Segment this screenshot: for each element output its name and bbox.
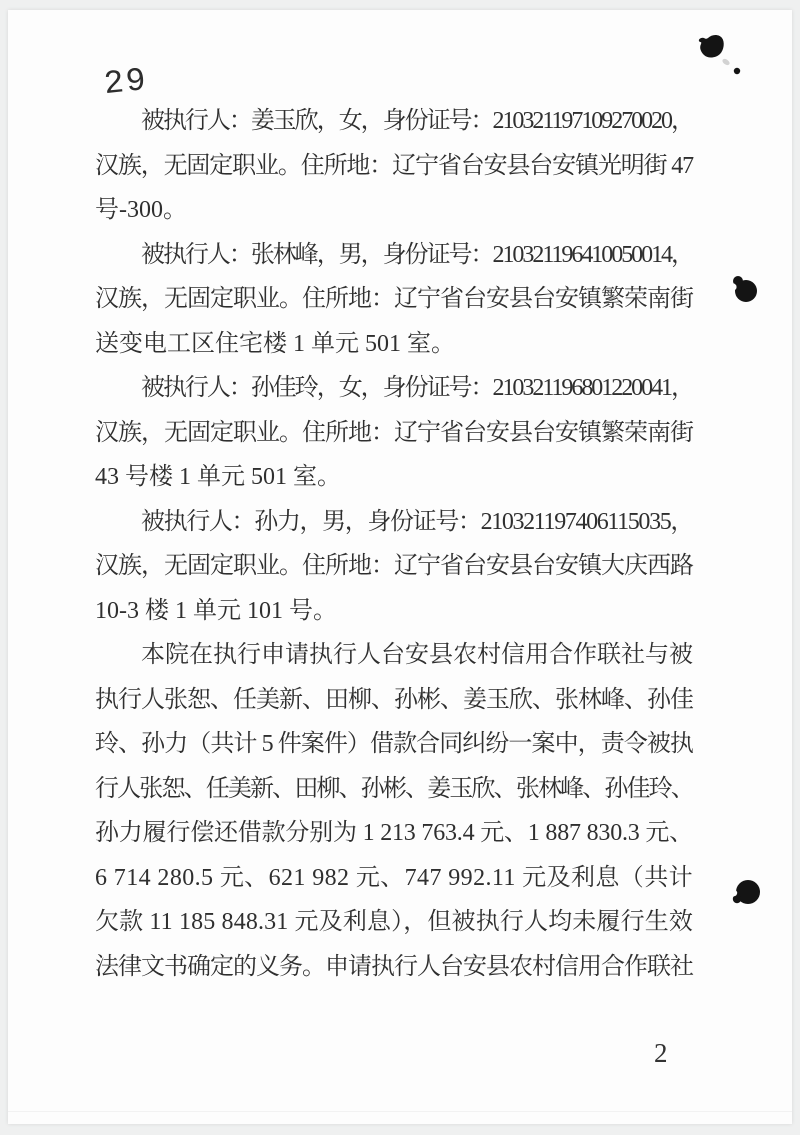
text-line — [95, 900, 693, 945]
text-line — [95, 99, 693, 144]
text-line-content: 43 号楼 1 单元 501 室。 — [95, 464, 341, 490]
text-line-content: 汉族，无固定职业。住所地：辽宁省台安县台安镇繁荣南街 — [95, 286, 693, 312]
text-line-content: 玲、孙力（共计 5 件案件）借款合同纠纷一案中，责令被执 — [95, 731, 693, 757]
text-line-content: 孙力履行偿还借款分别为 1 213 763.4 元、1 887 830.3 元、 — [95, 820, 693, 846]
text-line — [95, 544, 693, 589]
text-line — [95, 945, 693, 990]
text-line — [95, 500, 693, 545]
text-line — [95, 277, 693, 322]
text-line — [95, 811, 693, 856]
text-line — [95, 411, 693, 456]
text-line — [95, 722, 693, 767]
text-line — [95, 678, 693, 723]
document-page — [8, 10, 792, 1124]
text-line-content: 行人张恕、任美新、田柳、孙彬、姜玉欣、张林峰、孙佳玲、 — [95, 775, 693, 802]
text-line-content: 6 714 280.5 元、621 982 元、747 992.11 元及利息（共计 — [95, 864, 693, 891]
text-line-content: 被执行人：姜玉欣，女，身份证号：210321197109270020， — [141, 108, 693, 134]
text-line — [95, 589, 693, 634]
handwritten-page-index: 29 — [102, 61, 150, 104]
text-line — [95, 633, 693, 678]
text-line-content: 号-300。 — [95, 197, 187, 223]
text-line-content: 被执行人：张林峰，男，身份证号：210321196410050014， — [141, 241, 693, 268]
text-line — [95, 322, 693, 367]
text-line-content: 被执行人：孙佳玲，女，身份证号：210321196801220041， — [141, 375, 693, 401]
ink-blot-top-right — [686, 24, 748, 82]
text-line — [95, 767, 693, 812]
text-line-content: 汉族，无固定职业。住所地：辽宁省台安县台安镇大庆西路 — [95, 553, 693, 579]
text-line — [95, 233, 693, 278]
text-line — [95, 856, 693, 901]
document-body — [95, 99, 693, 989]
text-line-content: 被执行人：孙力，男，身份证号：210321197406115035， — [141, 508, 693, 535]
page-number: 2 — [654, 1038, 668, 1068]
text-line-content: 10-3 楼 1 单元 101 号。 — [95, 597, 337, 624]
text-line — [95, 144, 693, 189]
text-line-content: 法律文书确定的义务。申请执行人台安县农村信用合作联社 — [95, 953, 693, 980]
text-line — [95, 366, 693, 411]
text-line-content: 执行人张恕、任美新、田柳、孙彬、姜玉欣、张林峰、孙佳 — [95, 686, 693, 713]
ink-blot-right-margin — [724, 266, 760, 308]
text-line-content: 欠款 11 185 848.31 元及利息），但被执行人均未履行生效 — [95, 909, 693, 935]
ink-blot-lower-right — [724, 866, 764, 910]
text-line-content: 汉族，无固定职业。住所地：辽宁省台安县台安镇光明街 47 — [95, 152, 693, 179]
text-line-content: 本院在执行申请执行人台安县农村信用合作联社与被 — [141, 642, 693, 668]
text-line-content: 汉族，无固定职业。住所地：辽宁省台安县台安镇繁荣南街 — [95, 419, 693, 446]
text-line — [95, 455, 693, 500]
text-line-content: 送变电工区住宅楼 1 单元 501 室。 — [95, 330, 455, 357]
text-line — [95, 188, 693, 233]
